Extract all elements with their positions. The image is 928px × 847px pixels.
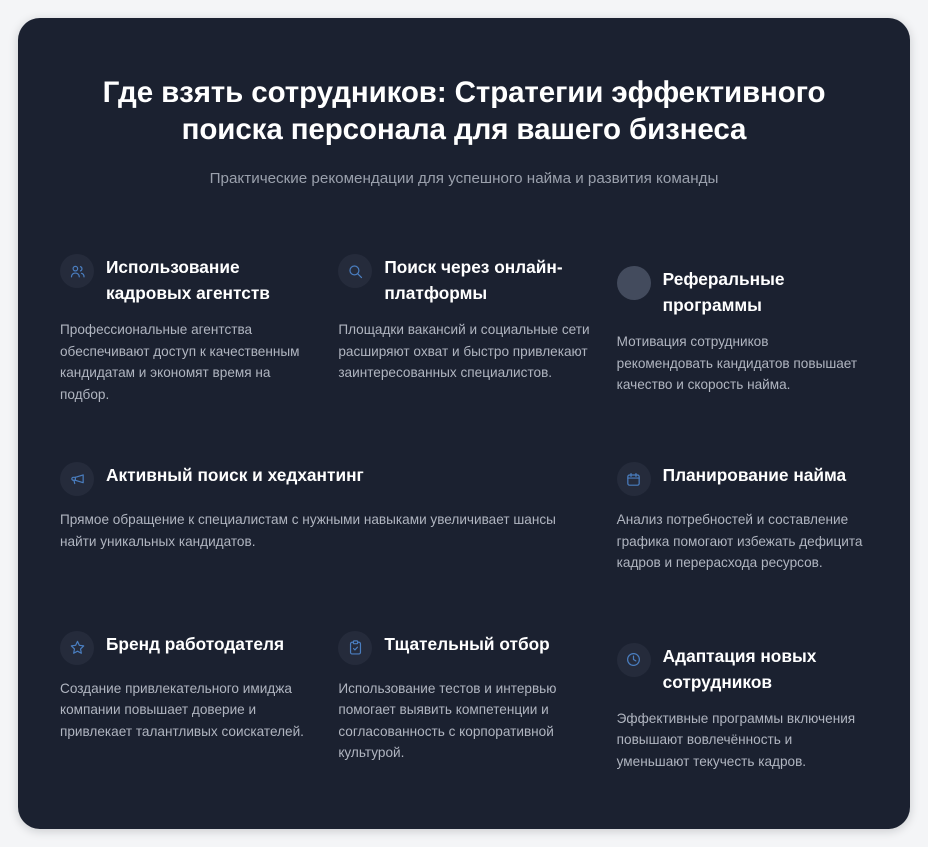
feature-head (60, 459, 590, 496)
feature-head (338, 251, 589, 306)
feature-title: Планирование найма (662, 465, 847, 485)
feature-card-employer-brand (60, 628, 311, 783)
feature-description: Создание привлекательного имиджа компании повышает доверие и привлекает талантливых соискателей. (60, 680, 304, 739)
feature-head (617, 640, 868, 695)
feature-card-referral-programs (617, 251, 868, 415)
feature-title: Бренд работодателя (106, 633, 285, 654)
row-spacer (60, 415, 868, 459)
placeholder-circle-icon (617, 266, 651, 300)
feature-description: Мотивация сотрудников рекомендовать кандидатов повышает качество и скорость найма. (616, 334, 858, 392)
megaphone-icon (60, 462, 94, 496)
feature-title: Адаптация новых сотрудников (662, 645, 817, 692)
page-title: Где взять сотрудников: Стратегии эффективного поиска персонала для вашего бизнеса (102, 76, 826, 146)
feature-head (617, 459, 868, 496)
clock-icon (617, 643, 651, 677)
feature-card-careful-selection (338, 628, 589, 783)
feature-description: Эффективные программы включения повышают вовлечённость и уменьшают текучесть кадров. (616, 710, 856, 769)
feature-card-active-sourcing (60, 459, 590, 584)
calendar-icon (617, 462, 651, 496)
search-icon (338, 254, 372, 288)
panel-inner (18, 18, 910, 829)
clipboard-check-icon (338, 631, 372, 665)
users-icon (60, 254, 94, 288)
feature-head (338, 628, 589, 665)
feature-head (60, 628, 311, 665)
feature-head (617, 263, 868, 318)
feature-title: Поиск через онлайн-платформы (384, 257, 563, 303)
row-spacer (60, 584, 868, 628)
feature-description: Профессиональные агентства обеспечивают доступ к качественным кандидатам и экономят время на подбор. (60, 322, 300, 402)
content-panel (18, 18, 910, 829)
feature-title: Тщательный отбор (384, 633, 550, 654)
feature-title: Использование кадровых агентств (106, 257, 270, 303)
page-subtitle: Практические рекомендации для успешного найма и развития команды (209, 170, 719, 187)
feature-grid (60, 251, 868, 782)
feature-description: Использование тестов и интервью помогает выявить компетенции и согласованность с корпоративной культурой. (338, 680, 557, 760)
feature-description: Площадки вакансий и социальные сети расширяют охват и быстро привлекают заинтересованных специалистов. (338, 322, 590, 380)
feature-title: Реферальные программы (662, 269, 785, 315)
feature-card-hiring-planning (617, 459, 868, 584)
star-icon (60, 631, 94, 665)
header (60, 74, 868, 189)
feature-description: Прямое обращение к специалистам с нужными навыками увеличивает шансы найти уникальных кандидатов. (60, 512, 556, 549)
feature-description: Анализ потребностей и составление графика помогают избежать дефицита кадров и перерасхода ресурсов. (616, 512, 863, 570)
feature-card-online-platforms (338, 251, 589, 415)
feature-card-onboarding (617, 628, 868, 783)
feature-card-recruitment-agencies (60, 251, 311, 415)
feature-title: Активный поиск и хедхантинг (106, 465, 364, 485)
feature-head (60, 251, 311, 306)
